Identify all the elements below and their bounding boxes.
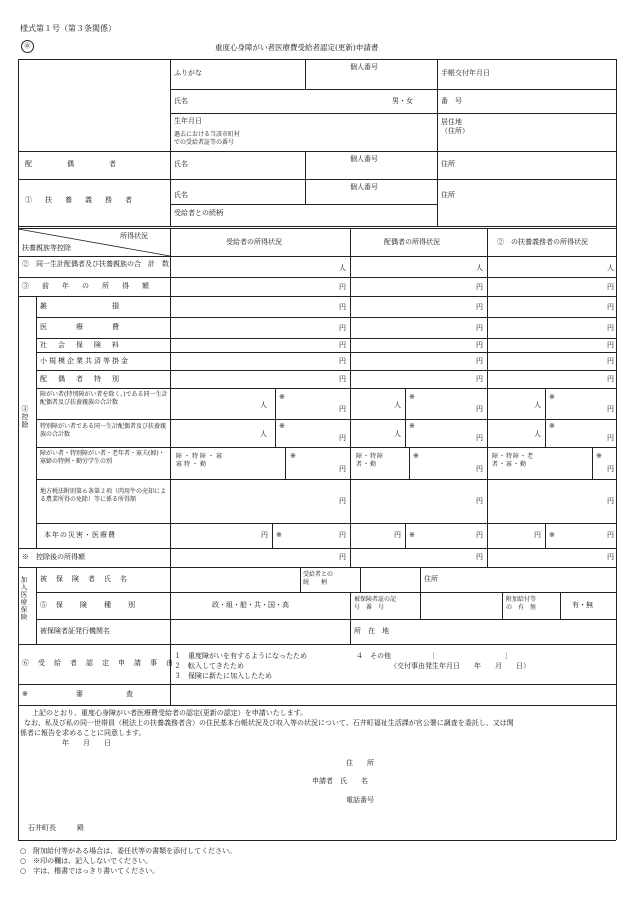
unit-yen: 円 bbox=[476, 341, 483, 349]
col-spouse-header: 配偶者の所得状況 bbox=[384, 238, 440, 246]
unit-yen: 円 bbox=[607, 405, 614, 413]
declaration-date: 年 月 日 bbox=[62, 739, 111, 747]
unit-yen: 円 bbox=[476, 497, 483, 505]
unit-yen: 円 bbox=[476, 303, 483, 311]
form-number: 様式第１号（第３条関係） bbox=[20, 24, 116, 33]
deduction-item-5: 配 偶 者 特 別 bbox=[40, 375, 121, 383]
dependent-address-label: 住所 bbox=[441, 191, 455, 199]
unit-person: 人 bbox=[394, 430, 401, 438]
spouse-address-label: 住所 bbox=[441, 160, 455, 168]
dependent-number-label: 個人番号 bbox=[350, 183, 378, 191]
unit-person: 人 bbox=[476, 264, 483, 272]
note-mark: ※ bbox=[279, 422, 285, 430]
note-1: ○ 附加給付等がある場合は、委任状等の書類を添付してください。 bbox=[20, 847, 237, 855]
declaration-name: 申請者 氏 名 bbox=[312, 777, 368, 785]
insurance-type-options: 政・組・船・共・国・高 bbox=[212, 601, 289, 609]
unit-yen: 円 bbox=[607, 434, 614, 442]
note-mark: ※ bbox=[413, 452, 419, 460]
deduction-item-2: 医 療 費 bbox=[40, 323, 121, 331]
personal-number-label: 個人番号 bbox=[350, 63, 378, 71]
unit-yen: 円 bbox=[476, 324, 483, 332]
note-mark: ※ bbox=[549, 531, 555, 539]
unit-yen: 円 bbox=[339, 497, 346, 505]
insured-relation-label: 受給者との 続 柄 bbox=[303, 571, 334, 586]
page-title: 重度心身障がい者医療費受給者認定(更新)申請書 bbox=[215, 43, 379, 52]
reason-item-4: ４ その他 bbox=[356, 652, 391, 660]
unit-yen: 円 bbox=[476, 465, 483, 473]
col-dependent-header: ② の扶養義務者の所得状況 bbox=[497, 238, 588, 246]
status-options-dependent: 障・特障・老 者・寡・勤 bbox=[492, 453, 535, 469]
note-mark: ※ bbox=[549, 422, 555, 430]
applicant-name-label: 氏名 bbox=[174, 97, 188, 105]
deduction-item-8: 障がい者・特別障がい者・老年者・寡夫(婦)・寡婦の特例・勤労学生の別 bbox=[40, 450, 165, 465]
unit-person: 人 bbox=[534, 430, 541, 438]
residence-label: 居住地 （住所） bbox=[441, 118, 469, 136]
unit-yen: 円 bbox=[339, 324, 346, 332]
unit-yen: 円 bbox=[339, 531, 346, 539]
deduction-item-7: 特別障がい者である同一生計配偶者及び扶養親族の合計数 bbox=[40, 423, 167, 438]
reason-occur-date: （交付事由発生年月日 年 月 日） bbox=[390, 662, 530, 670]
unit-person: 人 bbox=[607, 264, 614, 272]
unit-yen: 円 bbox=[339, 434, 346, 442]
note-3: ○ 字は、楷書ではっきり書いてください。 bbox=[20, 867, 160, 875]
declaration-address: 住 所 bbox=[346, 759, 374, 767]
note-mark: ※ bbox=[409, 422, 415, 430]
declaration-addressee: 石井町長 殿 bbox=[28, 824, 84, 832]
unit-yen: 円 bbox=[607, 283, 614, 291]
note-2: ○ ※印の欄は、記入しないでください。 bbox=[20, 857, 153, 865]
dependent-label: ① 扶 養 義 務 者 bbox=[25, 196, 135, 204]
after-deduction-label: ※ 控除後の所得額 bbox=[22, 553, 85, 561]
issuer-label: 被保険者証発行機関名 bbox=[40, 627, 110, 635]
deduction-item-10: 本年の災害・医療費 bbox=[44, 531, 116, 539]
note-mark: ※ bbox=[596, 452, 602, 460]
note-mark: ※ bbox=[409, 531, 415, 539]
corner-top-label: 所得状況 bbox=[120, 232, 148, 240]
furigana-label: ふりがな bbox=[174, 69, 202, 77]
reason-item-2: ２ 転入してきたため bbox=[174, 662, 244, 670]
unit-yen: 円 bbox=[339, 405, 346, 413]
unit-yen: 円 bbox=[607, 465, 614, 473]
declaration-line-2: なお、私及び私の同一世帯員（税法上の扶養義務者含）の住民基本台帳状況及び収入等の状況について、石井町福祉生活課が官公署に調査を委託し、又は関 bbox=[24, 719, 514, 727]
unit-yen: 円 bbox=[607, 324, 614, 332]
unit-yen: 円 bbox=[607, 357, 614, 365]
note-mark: ※ bbox=[279, 393, 285, 401]
unit-yen: 円 bbox=[339, 357, 346, 365]
row-count-label: ② 同一生計配偶者及び扶養親族の合 計 数 bbox=[22, 260, 169, 268]
spouse-number-label: 個人番号 bbox=[350, 155, 378, 163]
declaration-phone: 電話番号 bbox=[346, 796, 374, 804]
unit-person: 人 bbox=[260, 430, 267, 438]
unit-person: 人 bbox=[534, 401, 541, 409]
row-income-label: ③ 前 年 の 所 得 額 bbox=[22, 282, 152, 290]
deduction-item-3: 社 会 保 険 料 bbox=[40, 341, 121, 349]
handbook-date-label: 手帳交付年月日 bbox=[441, 69, 490, 77]
insured-address-label: 住所 bbox=[424, 575, 438, 583]
unit-yen: 円 bbox=[339, 465, 346, 473]
dependent-relation-label: 受給者との続柄 bbox=[174, 209, 223, 217]
unit-yen: 円 bbox=[476, 357, 483, 365]
number-label: 番 号 bbox=[441, 97, 462, 105]
note-mark: ※ bbox=[276, 531, 282, 539]
unit-yen: 円 bbox=[476, 434, 483, 442]
insurance-type-label: ⑤ 保 険 種 別 bbox=[40, 601, 136, 609]
unit-yen: 円 bbox=[607, 303, 614, 311]
unit-yen: 円 bbox=[476, 283, 483, 291]
note-mark: ※ bbox=[549, 393, 555, 401]
unit-yen: 円 bbox=[339, 283, 346, 291]
unit-yen: 円 bbox=[339, 553, 346, 561]
col-recipient-header: 受給者の所得状況 bbox=[226, 238, 282, 246]
corner-bottom-label: 扶養親族等控除 bbox=[22, 244, 71, 252]
unit-yen: 円 bbox=[607, 531, 614, 539]
unit-yen: 円 bbox=[394, 531, 401, 539]
unit-yen: 円 bbox=[261, 531, 268, 539]
unit-person: 人 bbox=[260, 401, 267, 409]
unit-yen: 円 bbox=[534, 531, 541, 539]
reason-item-3: ３ 保険に新たに加入したため bbox=[174, 672, 272, 680]
unit-yen: 円 bbox=[476, 375, 483, 383]
note-mark: ※ bbox=[290, 452, 296, 460]
reason-label: ⑥ 受 給 者 認 定 申 請 事 由 bbox=[22, 659, 174, 667]
review-label: 審 査 bbox=[76, 690, 136, 698]
reason-item-1: １ 重度障がいを有するようになったため bbox=[174, 652, 307, 660]
dependent-name-label: 氏名 bbox=[174, 191, 188, 199]
note-mark: ※ bbox=[409, 393, 415, 401]
deduction-item-4: 小規模企業共済等掛金 bbox=[40, 357, 130, 365]
unit-person: 人 bbox=[339, 264, 346, 272]
spouse-label: 配 偶 者 bbox=[25, 160, 130, 168]
deduction-item-6: 障がい者(特別障がい者を除く。)である同一生計配偶者及び扶養親族の合計数 bbox=[40, 391, 168, 406]
spouse-name-label: 氏名 bbox=[174, 160, 188, 168]
deduction-item-1: 雑 損 bbox=[40, 302, 121, 310]
unit-yen: 円 bbox=[339, 303, 346, 311]
unit-yen: 円 bbox=[607, 553, 614, 561]
insurance-group-label: 加入医療保険 bbox=[19, 576, 28, 621]
seal-mark-icon: ㊞ bbox=[21, 40, 34, 53]
sex-label: 男・女 bbox=[392, 97, 413, 105]
unit-yen: 円 bbox=[476, 405, 483, 413]
card-symbol-label: 被保険者証の記 号 番 号 bbox=[354, 596, 397, 611]
deduction-group-label: ④控除 bbox=[21, 405, 29, 429]
additional-pay-options: 有・無 bbox=[572, 601, 593, 609]
insured-name-label: 被 保 険 者 氏 名 bbox=[40, 575, 128, 583]
unit-yen: 円 bbox=[339, 375, 346, 383]
unit-yen: 円 bbox=[476, 553, 483, 561]
birthdate-label: 生年月日 bbox=[174, 117, 202, 125]
unit-yen: 円 bbox=[339, 341, 346, 349]
unit-yen: 円 bbox=[607, 497, 614, 505]
reason-other-bracket: 〔 〕 bbox=[428, 652, 512, 660]
deduction-item-9: 地方税法附則第６条第２項（肉用牛の売却による農業所得の免除）等に係る所得額 bbox=[40, 488, 167, 503]
past-certificate-label: 過去における当該市町村 での受給者証等の番号 bbox=[174, 131, 241, 146]
additional-pay-label: 附加給付等 の 有 無 bbox=[506, 596, 537, 611]
status-options-recipient: 障・特障・寡 寡特・勤 bbox=[176, 453, 225, 469]
unit-yen: 円 bbox=[607, 375, 614, 383]
unit-person: 人 bbox=[394, 401, 401, 409]
declaration-line-3: 係者に報告を求めることに同意します。 bbox=[20, 729, 146, 737]
review-mark: ※ bbox=[22, 690, 28, 698]
unit-yen: 円 bbox=[476, 531, 483, 539]
declaration-line-1: 上記のとおり、重度心身障がい者医療費受給者の認定(更新の認定）を申請いたします。 bbox=[32, 709, 308, 717]
status-options-spouse: 障・特障 者・勤 bbox=[356, 453, 385, 469]
issuer-location-label: 所 在 地 bbox=[354, 627, 389, 635]
unit-yen: 円 bbox=[607, 341, 614, 349]
